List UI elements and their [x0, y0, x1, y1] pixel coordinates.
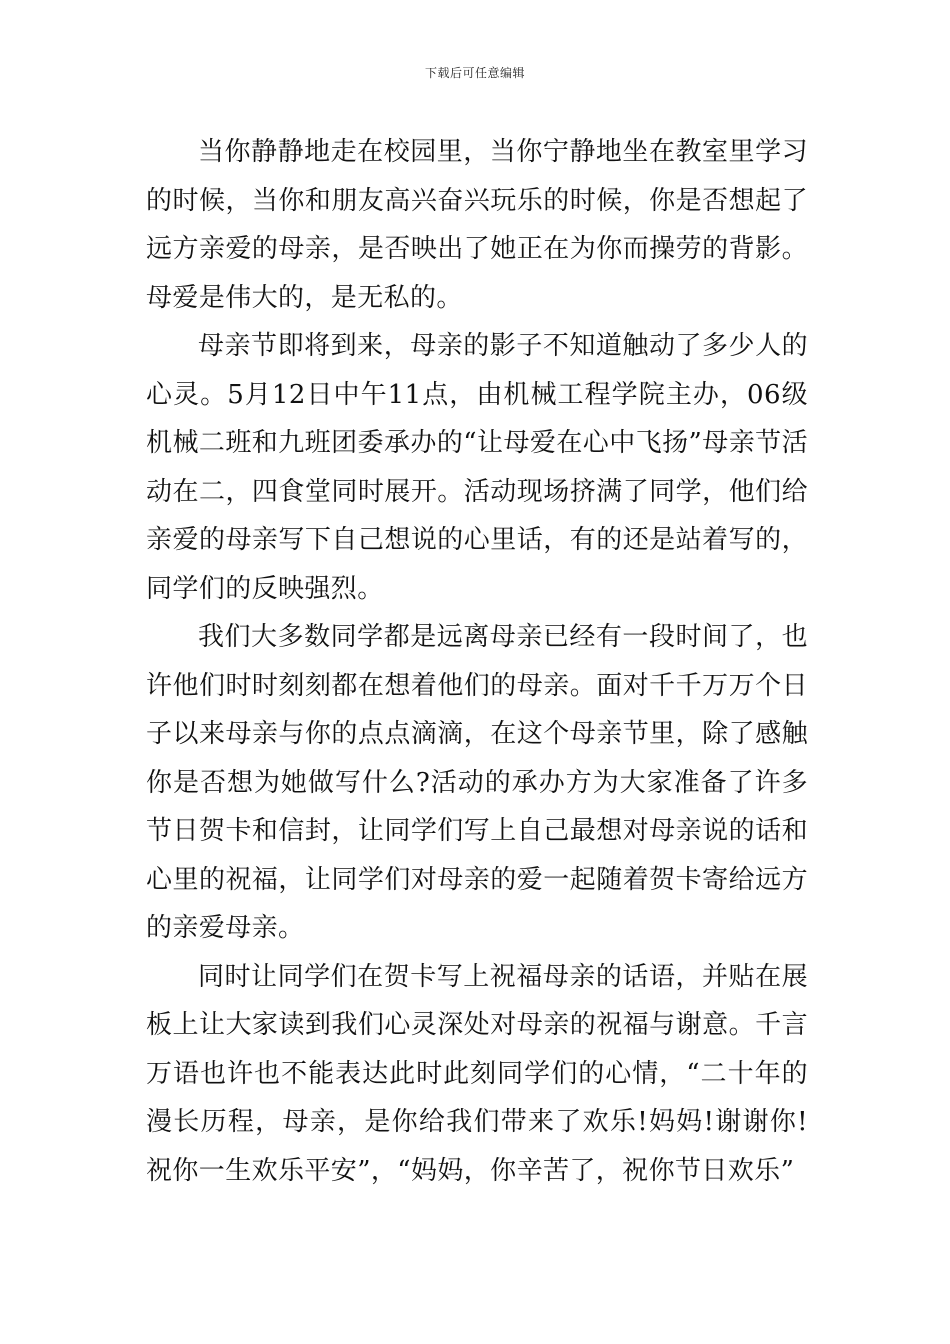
paragraph-2: 母亲节即将到来，母亲的影子不知道触动了多少人的心灵。5月12日中午11点，由机械工程学院主办，06级机械二班和九班团委承办的“让母爱在心中飞扬”母亲节活动在二，四食堂同时展开。活动现场挤满了同学，他们给亲爱的母亲写下自己想说的心里话，有的还是站着写的，同学们的反映强烈。: [146, 331, 808, 604]
header-note: 下载后可任意编辑: [424, 66, 525, 80]
paragraph-4: 同时让同学们在贺卡写上祝福母亲的话语，并贴在展板上让大家读到我们心灵深处对母亲的祝福与谢意。千言万语也许也不能表达此时此刻同学们的心情，“二十年的漫长历程，母亲，是你给我们带来了欢乐!妈妈!谢谢你!祝你一生欢乐平安”，“妈妈，你辛苦了，祝你节日欢乐”: [146, 961, 808, 1186]
paragraph-1: 当你静静地走在校园里，当你宁静地坐在教室里学习的时候，当你和朋友高兴奋兴玩乐的时候，你是否想起了远方亲爱的母亲，是否映出了她正在为你而操劳的背影。母爱是伟大的，是无私的。: [146, 137, 808, 313]
paragraph-3: 我们大多数同学都是远离母亲已经有一段时间了，也许他们时时刻刻都在想着他们的母亲。面对千千万万个日子以来母亲与你的点点滴滴，在这个母亲节里，除了感触你是否想为她做写什么?活动的承办方为大家准备了许多节日贺卡和信封，让同学们写上自己最想对母亲说的话和心里的祝福，让同学们对母亲的爱一起随着贺卡寄给远方的亲爱母亲。: [146, 622, 808, 943]
document-body: [146, 128, 808, 1195]
